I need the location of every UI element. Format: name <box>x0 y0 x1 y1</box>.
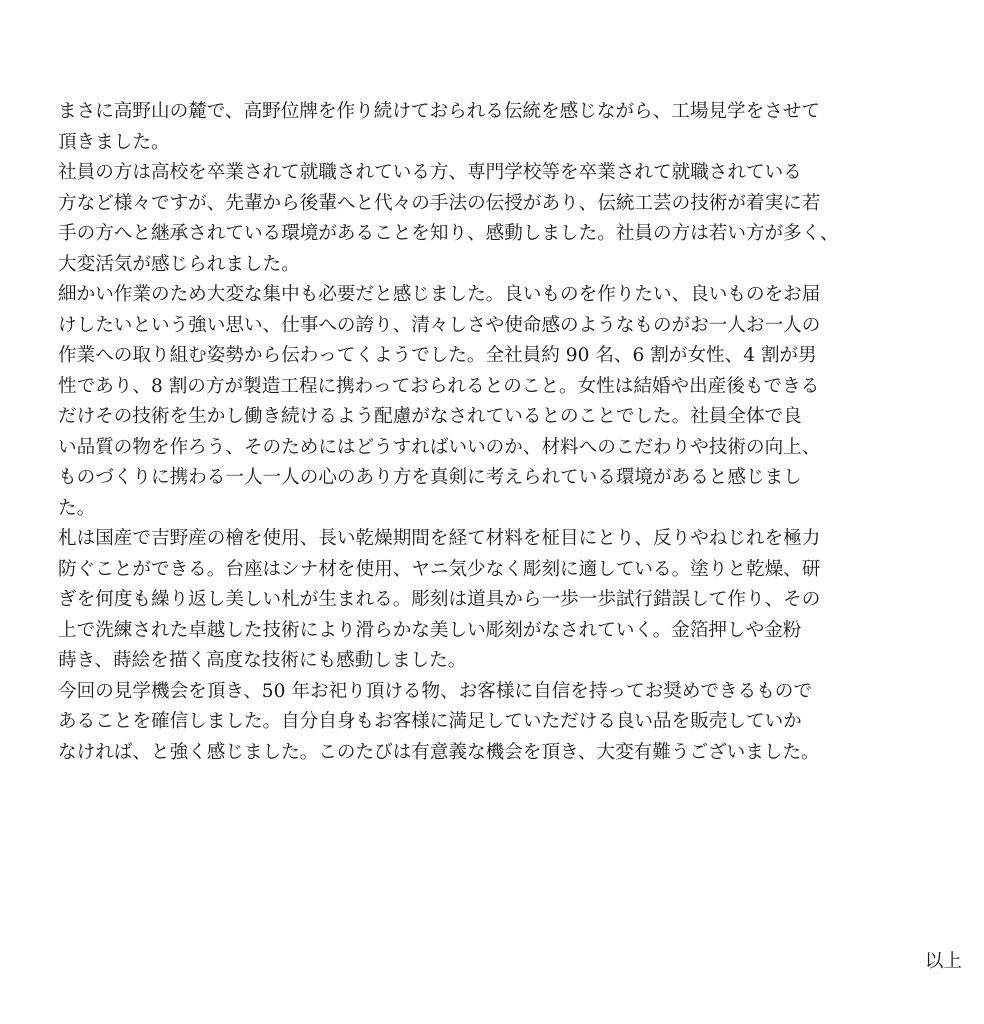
text-line: 頂きました。 <box>58 131 170 153</box>
text-line: 細かい作業のため大変な集中も必要だと感じました。良いものを作りたい、良いものをお届 <box>58 284 821 305</box>
text-line: なければ、と強く感じました。このたびは有意義な機会を頂き、大変有難うございました。 <box>58 741 820 763</box>
text-line: ものづくりに携わる一人一人の心のあり方を真剣に考えられている環境があると感じまし <box>58 467 802 488</box>
text-line: 蒔き、蒔絵を描く高度な技術にも感動しました。 <box>58 650 467 671</box>
text-line: 社員の方は高校を卒業されて就職されている方、専門学校等を卒業されて就職されている <box>58 162 802 183</box>
text-line: 大変活気が感じられました。 <box>58 253 300 275</box>
text-line: い品質の物を作ろう、そのためにはどうすればいいのか、材料へのこだわりや技術の向上、 <box>58 436 821 458</box>
text-line: 防ぐことができる。台座はシナ材を使用、ヤニ気少なく彫刻に適している。塗りと乾燥、研 <box>58 558 821 580</box>
body-text <box>58 97 970 768</box>
text-line: 手の方へと継承されている環境があることを知り、感動しました。社員の方は若い方が多く、 <box>58 223 839 244</box>
text-line: だけその技術を生かし働き続けるよう配慮がなされているとのことでした。社員全体で良 <box>58 406 802 427</box>
text-line: 作業への取り組む姿勢から伝わってくようでした。全社員約 90 名、6 割が女性、4 割が男 <box>58 345 817 366</box>
text-line: けしたいという強い思い、仕事への誇り、清々しさや使命感のようなものがお一人お一人の <box>58 314 821 336</box>
closing-text: 以上 <box>924 951 962 972</box>
text-line: 性であり、8 割の方が製造工程に携わっておられるとのこと。女性は結婚や出産後もできる <box>58 375 820 397</box>
text-line: 今回の見学機会を頂き、50 年お祀り頂ける物、お客様に自信を持ってお奨めできるもので <box>58 680 812 702</box>
text-line: あることを確信しました。自分自身もお客様に満足していただける良い品を販売していか <box>58 711 802 732</box>
text-line: 上で洗練された卓越した技術により滑らかな美しい彫刻がなされていく。金箔押しや金粉 <box>58 619 802 641</box>
text-line: まさに高野山の麓で、高野位牌を作り続けておられる伝統を感じながら、工場見学をさせて <box>58 101 820 122</box>
text-line: た。 <box>58 497 96 519</box>
text-line: 札は国産で吉野産の檜を使用、長い乾燥期間を経て材料を柾目にとり、反りやねじれを極力 <box>58 528 821 549</box>
text-line: ぎを何度も繰り返し美しい札が生まれる。彫刻は道具から一歩一歩試行錯誤して作り、その <box>58 589 821 610</box>
text-line: 方など様々ですが、先輩から後輩へと代々の手法の伝授があり、伝統工芸の技術が着実に若 <box>58 192 821 214</box>
